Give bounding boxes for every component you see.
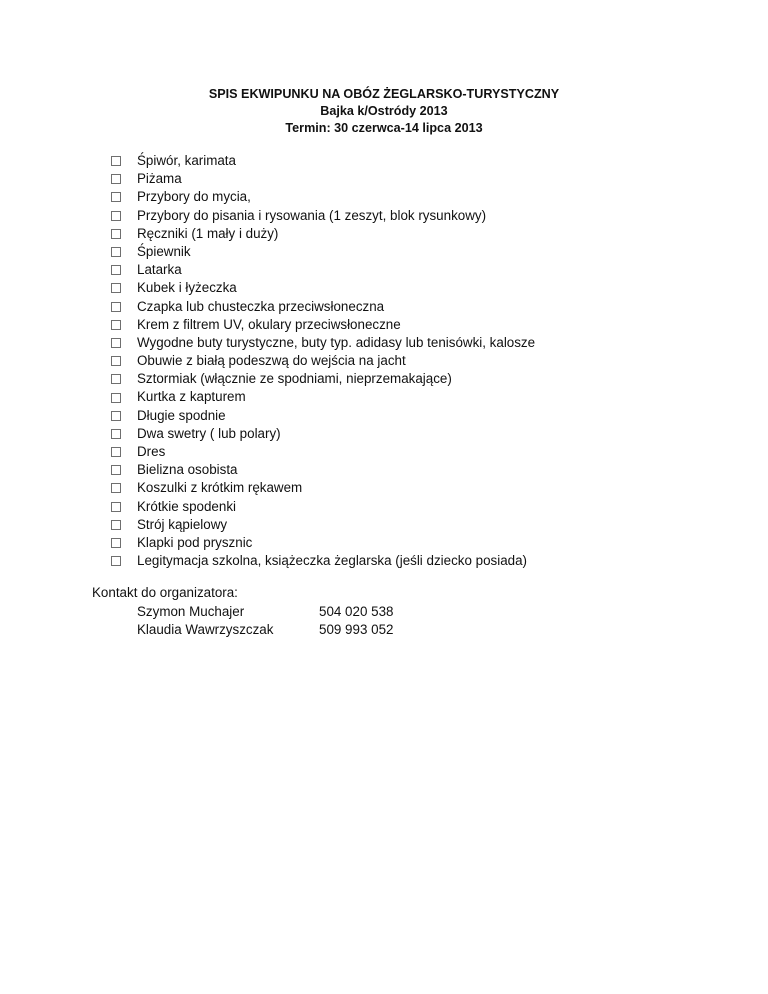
document-header bbox=[0, 86, 768, 137]
contact-phone: 504 020 538 bbox=[319, 603, 394, 619]
checkbox-icon bbox=[111, 447, 121, 457]
checkbox-icon bbox=[111, 465, 121, 475]
checklist-item-label: Wygodne buty turystyczne, buty typ. adidasy lub tenisówki, kalosze bbox=[137, 334, 536, 350]
checkbox-icon bbox=[111, 156, 121, 166]
checkbox-icon bbox=[111, 483, 121, 493]
checklist-item-label: Legitymacja szkolna, książeczka żeglarska (jeśli dziecko posiada) bbox=[137, 553, 527, 569]
checklist-item bbox=[111, 479, 535, 497]
checklist-item bbox=[111, 279, 535, 297]
checklist-item bbox=[111, 261, 535, 279]
checklist-item-label: Czapka lub chusteczka przeciwsłoneczna bbox=[137, 298, 385, 314]
checklist-item-label: Kubek i łyżeczka bbox=[137, 280, 237, 296]
checklist-item bbox=[111, 352, 535, 370]
checkbox-icon bbox=[111, 265, 121, 275]
checkbox-icon bbox=[111, 320, 121, 330]
checkbox-icon bbox=[111, 356, 121, 366]
checklist-item-label: Długie spodnie bbox=[137, 407, 226, 423]
checkbox-icon bbox=[111, 502, 121, 512]
checkbox-icon bbox=[111, 211, 121, 221]
checkbox-icon bbox=[111, 393, 121, 403]
checklist-item bbox=[111, 552, 535, 570]
document-title: SPIS EKWIPUNKU NA OBÓZ ŻEGLARSKO-TURYSTYCZNY bbox=[208, 87, 560, 101]
checklist-item bbox=[111, 534, 535, 552]
checklist-item-label: Dres bbox=[137, 444, 166, 459]
contact-label: Kontakt do organizatora: bbox=[92, 585, 238, 600]
checklist-item-label: Przybory do pisania i rysowania (1 zeszyt, blok rysunkowy) bbox=[137, 207, 487, 223]
checklist-item bbox=[111, 334, 535, 352]
checklist-item-label: Śpiewnik bbox=[137, 243, 191, 259]
checklist-item bbox=[111, 170, 535, 188]
contact-row bbox=[92, 603, 393, 622]
checkbox-icon bbox=[111, 538, 121, 548]
checklist-item bbox=[111, 498, 535, 516]
checklist-item-label: Ręczniki (1 mały i duży) bbox=[137, 225, 279, 241]
checklist-item bbox=[111, 188, 535, 206]
checklist-item-label: Obuwie z białą podeszwą do wejścia na jacht bbox=[137, 353, 406, 369]
checklist-item bbox=[111, 152, 535, 170]
checkbox-icon bbox=[111, 374, 121, 384]
contact-name: Klaudia Wawrzyszczak bbox=[137, 622, 274, 637]
checkbox-icon bbox=[111, 411, 121, 421]
checklist-item-label: Latarka bbox=[137, 262, 182, 278]
checklist-item-label: Strój kąpielowy bbox=[137, 516, 228, 532]
checklist-item bbox=[111, 443, 535, 461]
contact-section bbox=[92, 584, 393, 640]
checkbox-icon bbox=[111, 338, 121, 348]
checkbox-icon bbox=[111, 174, 121, 184]
checklist-item bbox=[111, 316, 535, 334]
contact-name: Szymon Muchajer bbox=[137, 603, 245, 619]
checklist-item bbox=[111, 516, 535, 534]
contact-phone: 509 993 052 bbox=[319, 622, 394, 637]
checklist-item-label: Krótkie spodenki bbox=[137, 498, 236, 514]
checklist-item-label: Dwa swetry ( lub polary) bbox=[137, 425, 281, 441]
checkbox-icon bbox=[111, 556, 121, 566]
checkbox-icon bbox=[111, 520, 121, 530]
checkbox-icon bbox=[111, 247, 121, 257]
checklist-item bbox=[111, 243, 535, 261]
equipment-checklist bbox=[111, 152, 535, 570]
checklist-item-label: Klapki pod prysznic bbox=[137, 534, 253, 550]
checklist-item-label: Przybory do mycia, bbox=[137, 189, 251, 205]
checklist-item bbox=[111, 388, 535, 406]
checkbox-icon bbox=[111, 192, 121, 202]
checklist-item-label: Kurtka z kapturem bbox=[137, 389, 246, 405]
document-term: Termin: 30 czerwca-14 lipca 2013 bbox=[285, 121, 483, 135]
checklist-item bbox=[111, 407, 535, 425]
checklist-item bbox=[111, 370, 535, 388]
checklist-item-label: Śpiwór, karimata bbox=[137, 153, 236, 168]
checklist-item-label: Koszulki z krótkim rękawem bbox=[137, 480, 303, 496]
checkbox-icon bbox=[111, 429, 121, 439]
checklist-item bbox=[111, 225, 535, 243]
checklist-item-label: Bielizna osobista bbox=[137, 462, 238, 478]
checkbox-icon bbox=[111, 302, 121, 312]
checklist-item-label: Krem z filtrem UV, okulary przeciwsłoneczne bbox=[137, 316, 401, 332]
checklist-item-label: Piżama bbox=[137, 171, 182, 187]
checklist-item bbox=[111, 461, 535, 479]
checkbox-icon bbox=[111, 229, 121, 239]
checkbox-icon bbox=[111, 283, 121, 293]
checklist-item-label: Sztormiak (włącznie ze spodniami, nieprzemakające) bbox=[137, 371, 452, 387]
checklist-item bbox=[111, 207, 535, 225]
checklist-item bbox=[111, 298, 535, 316]
contact-row bbox=[92, 621, 393, 640]
checklist-item bbox=[111, 425, 535, 443]
document-location: Bajka k/Ostródy 2013 bbox=[320, 104, 448, 118]
